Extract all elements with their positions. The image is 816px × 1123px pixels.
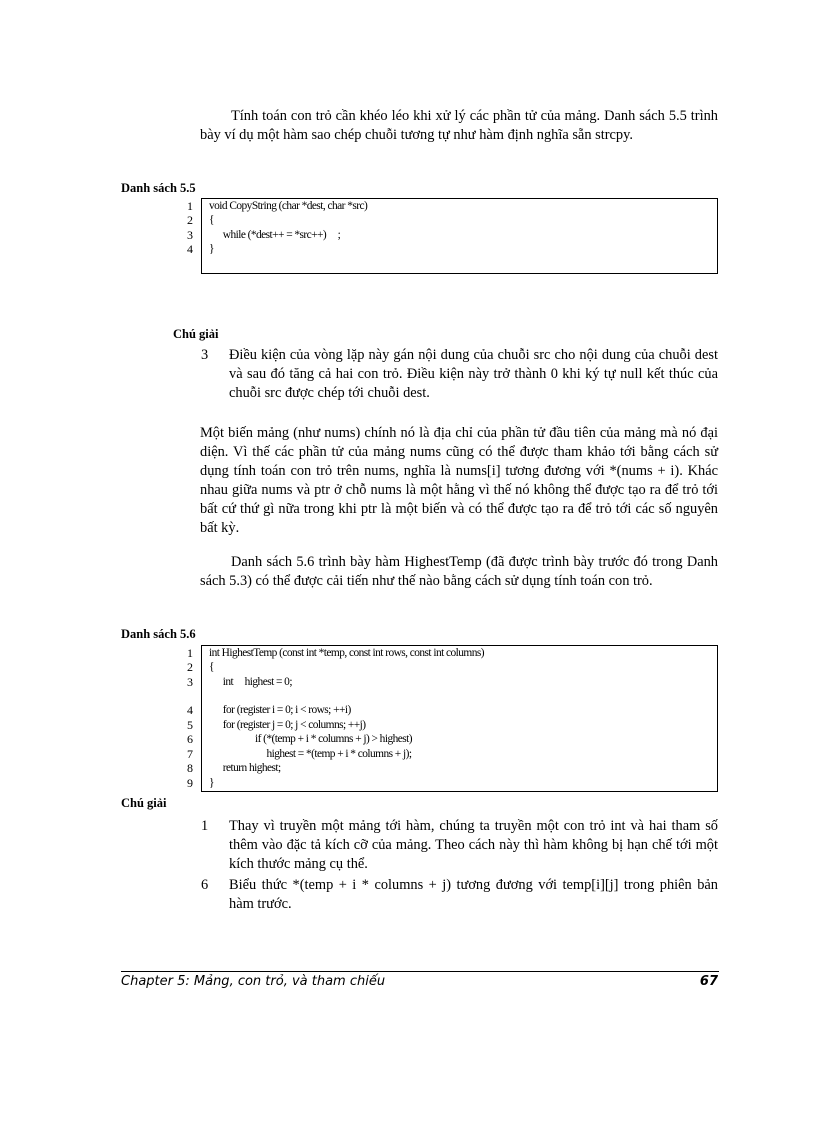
line-number: 6 [187,732,193,746]
note-number: 6 [201,877,209,893]
listing-intro-paragraph: Danh sách 5.6 trình bày hàm HighestTemp (đã được trình bày trước đó trong Danh sách 5.3) có thể được cải tiến như thế nào bằng cách sử dụng tính toán con trỏ. [200,554,718,589]
code-line: void CopyString (char *dest, char *src) [209,200,368,212]
note-number: 1 [201,818,209,834]
array-pointer-paragraph: Một biến mảng (như nums) chính nó là địa chỉ của phần tử đầu tiên của mảng mà nó đại diện. Vì thế các phần tử của mảng nums cũng có thể được tham khảo tới bằng cách sử dụng tính toán con trỏ trên nums, nghĩa là nums[i] tương đương với *(nums + i). Khác nhau giữa nums và ptr ở chỗ nums là một hằng vì thế nó không thể được tạo ra để trỏ tới bất cứ thứ gì nữa trong khi ptr là một biến và có thể được tạo ra để trỏ tới các số nguyên bất kỳ. [200,425,718,536]
line-number: 5 [187,718,193,732]
line-number: 7 [187,747,193,761]
line-number: 3 [187,228,193,242]
note-text: Biểu thức *(temp + i * columns + j) tương đương với temp[i][j] trong phiên bản hàm trước. [229,877,718,912]
code-line: return highest; [209,762,281,774]
code-line: int highest = 0; [209,676,292,688]
note-text: Điều kiện của vòng lặp này gán nội dung của chuỗi src cho nội dung của chuỗi dest và sau đó tăng cả hai con trỏ. Điều kiện này trở thành 0 khi ký tự null kết thúc của chuỗi src được chép tới chuỗi dest. [229,347,718,401]
code-line: if (*(temp + i * columns + j) > highest) [209,733,412,745]
listing-5-5-heading: Danh sách 5.5 [121,181,196,195]
code-line: for (register i = 0; i < rows; ++i) [209,704,351,716]
line-number: 1 [187,199,193,213]
note-number: 3 [201,347,209,363]
code-line: } [209,777,214,789]
code-line: highest = *(temp + i * columns + j); [209,748,412,760]
listing-5-5-code-box [201,198,718,274]
footer-chapter-title: Chapter 5: Mảng, con trỏ, và tham chiếu [121,974,386,989]
note-text: Thay vì truyền một mảng tới hàm, chúng ta truyền một con trỏ int và hai tham số thêm vào đặc tả kích cỡ của mảng. Theo cách này thì hàm không bị hạn chế tới một kích thước mảng cụ thể. [229,818,718,872]
code-line: int HighestTemp (const int *temp, const int rows, const int columns) [209,647,485,659]
page-number: 67 [699,974,718,989]
line-number: 1 [187,646,193,660]
intro-paragraph: Tính toán con trỏ cần khéo léo khi xử lý các phần tử của mảng. Danh sách 5.5 trình bày ví dụ một hàm sao chép chuỗi tương tự như hàm định nghĩa sẵn strcpy. [200,108,718,143]
line-number: 2 [187,213,193,227]
line-number: 2 [187,660,193,674]
code-line: } [209,243,214,255]
line-number: 4 [187,242,193,256]
listing-5-6-heading: Danh sách 5.6 [121,627,196,641]
code-line: { [209,214,214,226]
code-line: { [209,661,214,673]
line-number: 9 [187,776,193,790]
line-number: 8 [187,761,193,775]
line-number: 4 [187,703,193,717]
line-number: 3 [187,675,193,689]
notes-heading: Chú giải [121,796,167,810]
listing-5-6-code-box [201,645,718,792]
notes-heading: Chú giải [173,327,219,341]
footer-rule [121,971,719,972]
code-line: while (*dest++ = *src++) ; [209,229,341,241]
code-line: for (register j = 0; j < columns; ++j) [209,719,366,731]
